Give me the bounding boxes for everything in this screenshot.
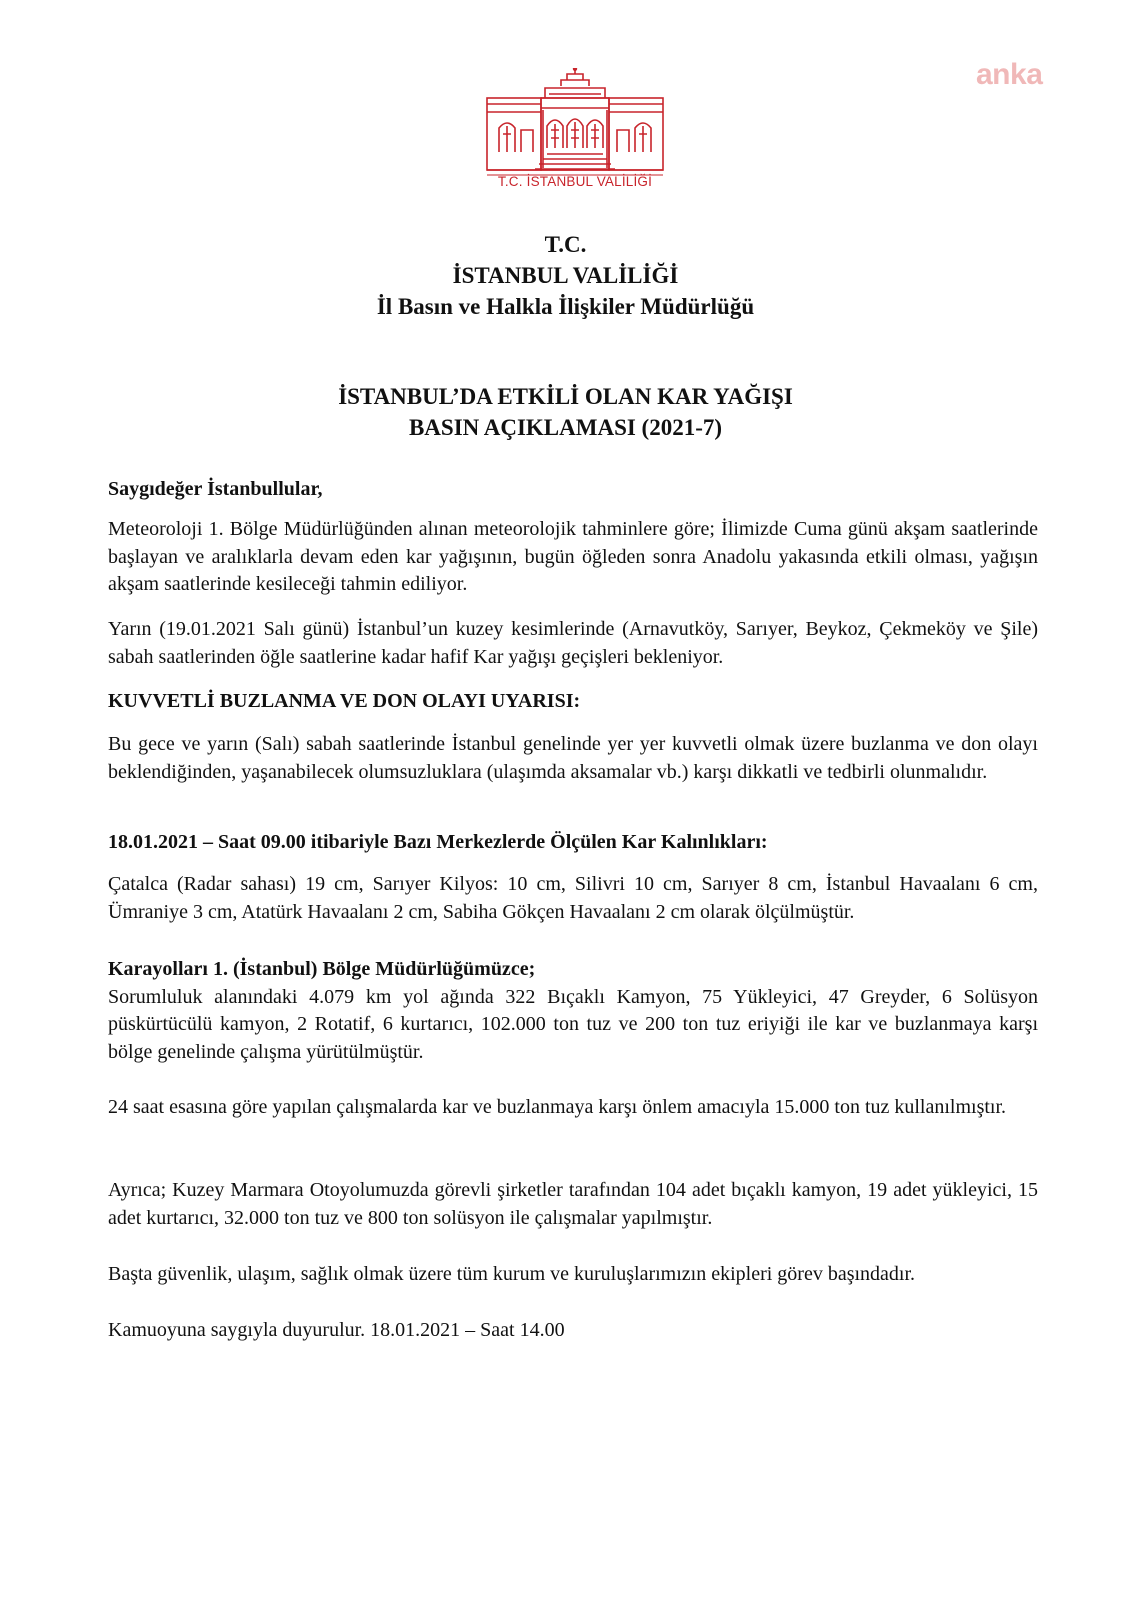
paragraph-motorway <box>108 1177 1038 1232</box>
salutation-block <box>108 476 1038 504</box>
paragraph-teams <box>108 1261 1038 1289</box>
paragraph-1: Meteoroloji 1. Bölge Müdürlüğünden alınan meteorolojik tahminlere göre; İlimizde Cuma günü akşam saatlerinde başlayan ve aralıklarla devam eden kar yağışının, bugün öğleden sonra Anadolu yakasında etkili olması, yağışın akşam saatlerinde kesileceği tahmin ediliyor. <box>108 518 1038 595</box>
issuer-header <box>0 229 1131 322</box>
paragraph-closing <box>108 1317 1038 1345</box>
warning-heading: KUVVETLİ BUZLANMA VE DON OLAYI UYARISI: <box>108 690 581 712</box>
header-directorate: İl Basın ve Halkla İlişkiler Müdürlüğü <box>376 294 755 319</box>
paragraph-9: Kamuoyuna saygıyla duyurulur. 18.01.2021 – Saat 14.00 <box>108 1319 565 1341</box>
istanbul-governorship-logo <box>485 68 665 200</box>
paragraph-2: Yarın (19.01.2021 Salı günü) İstanbul’un kuzey kesimlerinde (Arnavutköy, Sarıyer, Beykoz, Çekmeköy ve Şile) sabah saatlerinden öğle saatlerine kadar hafif Kar yağışı geçişleri bekleniyor. <box>108 618 1038 668</box>
snow-depth-heading: 18.01.2021 – Saat 09.00 itibariyle Bazı Merkezlerde Ölçülen Kar Kalınlıkları: <box>108 831 768 853</box>
paragraph-5: Sorumluluk alanındaki 4.079 km yol ağında 322 Bıçaklı Kamyon, 75 Yükleyici, 47 Greyder, 6 Solüsyon püskürtücülü kamyon, 2 Rotatif, 6 kurtarıcı, 102.000 ton tuz ve 200 ton tuz eriyiği ile kar ve buzlanmaya karşı bölge genelinde çalışma yürütülmüştür. <box>108 985 1038 1063</box>
salutation: Saygıdeğer İstanbullular, <box>108 478 323 500</box>
document-title <box>0 381 1131 443</box>
highways-heading: Karayolları 1. (İstanbul) Bölge Müdürlüğümüzce; <box>108 958 536 980</box>
paragraph-4: Çatalca (Radar sahası) 19 cm, Sarıyer Kilyos: 10 cm, Silivri 10 cm, Sarıyer 8 cm, İstanbul Havaalanı 6 cm, Ümraniye 3 cm, Atatürk Havaalanı 2 cm, Sabiha Gökçen Havaalanı 2 cm olarak ölçülmüştür. <box>108 873 1038 923</box>
title-line-1: İSTANBUL’DA ETKİLİ OLAN KAR YAĞIŞI <box>338 384 793 409</box>
paragraph-snow-depth <box>108 871 1038 926</box>
paragraph-3: Bu gece ve yarın (Salı) sabah saatlerinde İstanbul genelinde yer yer kuvvetli olmak üzere buzlanma ve don olayı beklendiğinden, yaşanabilecek olumsuzluklara (ulaşımda aksamalar vb.) karşı dikkatli ve tedbirli olunmalıdır. <box>108 733 1038 783</box>
snow-heading-block <box>108 829 1038 857</box>
paragraph-warning <box>108 731 1038 786</box>
header-governorship: İSTANBUL VALİLİĞİ <box>452 263 679 288</box>
anka-watermark: anka <box>976 58 1043 91</box>
header-tc: T.C. <box>544 232 587 257</box>
paragraph-7: Ayrıca; Kuzey Marmara Otoyolumuzda görevli şirketler tarafından 104 adet bıçaklı kamyon, 19 adet yükleyici, 15 adet kurtarıcı, 32.000 ton tuz ve 800 ton solüsyon ile çalışmalar yapılmıştır. <box>108 1179 1038 1229</box>
logo-caption: T.C. İSTANBUL VALİLİĞİ <box>497 174 653 189</box>
paragraph-forecast <box>108 516 1038 599</box>
paragraph-tomorrow <box>108 616 1038 671</box>
paragraph-salt <box>108 1094 1038 1122</box>
highways-block <box>108 956 1038 1066</box>
paragraph-8: Başta güvenlik, ulaşım, sağlık olmak üzere tüm kurum ve kuruluşlarımızın ekipleri görev başındadır. <box>108 1263 916 1285</box>
title-line-2: BASIN AÇIKLAMASI (2021-7) <box>408 415 723 440</box>
warning-heading-block <box>108 688 1038 716</box>
paragraph-6: 24 saat esasına göre yapılan çalışmalarda kar ve buzlanmaya karşı önlem amacıyla 15.000 ton tuz kullanılmıştır. <box>108 1096 1007 1118</box>
